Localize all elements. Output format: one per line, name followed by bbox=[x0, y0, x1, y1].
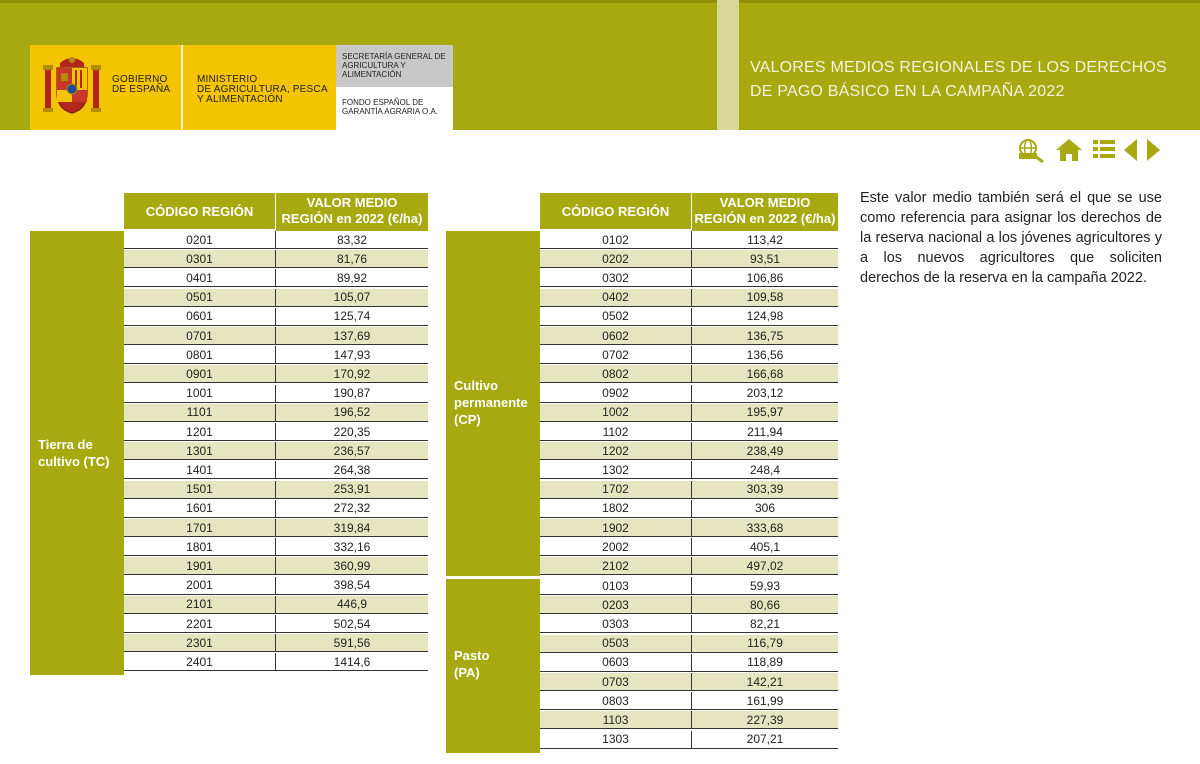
region-value-cell: 195,97 bbox=[692, 404, 838, 422]
region-code-cell: 0302 bbox=[540, 269, 692, 287]
region-code-cell: 1902 bbox=[540, 519, 692, 537]
table-row bbox=[124, 634, 428, 652]
region-code-cell: 1801 bbox=[124, 538, 276, 556]
table-row bbox=[540, 461, 838, 479]
region-code-cell: 0503 bbox=[540, 635, 692, 653]
coat-of-arms-icon bbox=[42, 55, 102, 117]
header-band-divider bbox=[717, 0, 739, 130]
table-row bbox=[124, 231, 428, 249]
table-row bbox=[540, 692, 838, 710]
region-value-cell: 190,87 bbox=[276, 385, 428, 403]
table-row bbox=[124, 385, 428, 403]
region-value-cell: 89,92 bbox=[276, 269, 428, 287]
region-code-cell: 0202 bbox=[540, 250, 692, 268]
table-row bbox=[124, 653, 428, 671]
table-row bbox=[540, 615, 838, 633]
region-value-cell: 136,75 bbox=[692, 327, 838, 345]
ministry-name: MINISTERIO DE AGRICULTURA, PESCA Y ALIMENTACIÓN bbox=[197, 74, 328, 105]
table-row bbox=[124, 346, 428, 364]
region-value-cell: 203,12 bbox=[692, 385, 838, 403]
region-value-cell: 332,16 bbox=[276, 538, 428, 556]
region-value-cell: 196,52 bbox=[276, 404, 428, 422]
region-code-cell: 0801 bbox=[124, 346, 276, 364]
region-code-cell: 0901 bbox=[124, 365, 276, 383]
region-value-cell: 360,99 bbox=[276, 557, 428, 575]
region-code-cell: 1302 bbox=[540, 461, 692, 479]
right-code-header: CÓDIGO REGIÓN bbox=[540, 193, 691, 229]
region-code-cell: 0701 bbox=[124, 327, 276, 345]
region-value-cell: 1414,6 bbox=[276, 653, 428, 671]
region-code-cell: 0102 bbox=[540, 231, 692, 249]
region-code-cell: 1401 bbox=[124, 461, 276, 479]
table-row bbox=[540, 557, 838, 575]
region-value-cell: 93,51 bbox=[692, 250, 838, 268]
region-code-cell: 0603 bbox=[540, 654, 692, 672]
region-code-cell: 0402 bbox=[540, 289, 692, 307]
region-code-cell: 1202 bbox=[540, 442, 692, 460]
region-code-cell: 1201 bbox=[124, 423, 276, 441]
group-cultivo-permanente: Cultivo permanente (CP) bbox=[446, 231, 540, 576]
region-code-cell: 1802 bbox=[540, 500, 692, 518]
table-row bbox=[540, 346, 838, 364]
region-code-cell: 0902 bbox=[540, 385, 692, 403]
nav-toolbar bbox=[1015, 137, 1165, 163]
region-value-cell: 227,39 bbox=[692, 711, 838, 729]
table-row bbox=[540, 673, 838, 691]
table-row bbox=[540, 308, 838, 326]
table-row bbox=[124, 308, 428, 326]
table-row bbox=[540, 269, 838, 287]
region-code-cell: 1301 bbox=[124, 442, 276, 460]
region-value-cell: 211,94 bbox=[692, 423, 838, 441]
region-code-cell: 1103 bbox=[540, 711, 692, 729]
table-row bbox=[124, 404, 428, 422]
region-code-cell: 2002 bbox=[540, 538, 692, 556]
region-code-cell: 0401 bbox=[124, 269, 276, 287]
region-code-cell: 0602 bbox=[540, 327, 692, 345]
logo-divider bbox=[181, 45, 183, 130]
table-row bbox=[540, 481, 838, 499]
left-code-header: CÓDIGO REGIÓN bbox=[124, 193, 275, 229]
region-code-cell: 0502 bbox=[540, 308, 692, 326]
region-value-cell: 502,54 bbox=[276, 615, 428, 633]
page-title: VALORES MEDIOS REGIONALES DE LOS DERECHOS DE PAGO BÁSICO EN LA CAMPAÑA 2022 bbox=[750, 59, 1167, 100]
table-row bbox=[124, 577, 428, 595]
www-icon[interactable] bbox=[1015, 137, 1045, 163]
region-code-cell: 1101 bbox=[124, 404, 276, 422]
region-code-cell: 2001 bbox=[124, 577, 276, 595]
region-value-cell: 124,98 bbox=[692, 308, 838, 326]
region-code-cell: 2102 bbox=[540, 557, 692, 575]
region-code-cell: 2101 bbox=[124, 596, 276, 614]
region-code-cell: 0601 bbox=[124, 308, 276, 326]
government-logo-block bbox=[30, 45, 336, 130]
region-value-cell: 136,56 bbox=[692, 346, 838, 364]
table-row bbox=[124, 500, 428, 518]
right-value-header: VALOR MEDIO REGIÓN en 2022 (€/ha) bbox=[692, 193, 838, 231]
table-row bbox=[540, 538, 838, 556]
region-value-cell: 236,57 bbox=[276, 442, 428, 460]
secretary-fund-block bbox=[336, 45, 453, 130]
table-row bbox=[540, 442, 838, 460]
next-icon[interactable] bbox=[1146, 137, 1162, 163]
region-value-cell: 207,21 bbox=[692, 731, 838, 749]
region-value-cell: 106,86 bbox=[692, 269, 838, 287]
region-value-cell: 113,42 bbox=[692, 231, 838, 249]
region-code-cell: 0201 bbox=[124, 231, 276, 249]
table-row bbox=[540, 289, 838, 307]
region-value-cell: 319,84 bbox=[276, 519, 428, 537]
region-value-cell: 497,02 bbox=[692, 557, 838, 575]
region-code-cell: 1702 bbox=[540, 481, 692, 499]
region-code-cell: 2401 bbox=[124, 653, 276, 671]
table-row bbox=[124, 365, 428, 383]
region-code-cell: 1303 bbox=[540, 731, 692, 749]
region-value-cell: 105,07 bbox=[276, 289, 428, 307]
secretary-panel bbox=[336, 45, 453, 87]
group-tierra-de-cultivo: Tierra de cultivo (TC) bbox=[30, 231, 124, 675]
region-code-cell: 1901 bbox=[124, 557, 276, 575]
table-row bbox=[540, 365, 838, 383]
secretary-name: SECRETARÍA GENERAL DE AGRICULTURA Y ALIMENTACIÓN bbox=[342, 52, 446, 79]
table-row bbox=[540, 577, 838, 595]
region-value-cell: 238,49 bbox=[692, 442, 838, 460]
region-code-cell: 2301 bbox=[124, 634, 276, 652]
region-value-cell: 303,39 bbox=[692, 481, 838, 499]
region-value-cell: 591,56 bbox=[276, 634, 428, 652]
region-value-cell: 83,32 bbox=[276, 231, 428, 249]
region-code-cell: 0802 bbox=[540, 365, 692, 383]
region-value-cell: 446,9 bbox=[276, 596, 428, 614]
region-value-cell: 405,1 bbox=[692, 538, 838, 556]
table-row bbox=[124, 269, 428, 287]
table-row bbox=[124, 327, 428, 345]
region-code-cell: 0301 bbox=[124, 250, 276, 268]
table-row bbox=[540, 635, 838, 653]
region-code-cell: 1002 bbox=[540, 404, 692, 422]
region-value-cell: 82,21 bbox=[692, 615, 838, 633]
region-value-cell: 398,54 bbox=[276, 577, 428, 595]
region-value-cell: 253,91 bbox=[276, 481, 428, 499]
table-row bbox=[124, 461, 428, 479]
index-icon[interactable] bbox=[1092, 137, 1116, 163]
table-row bbox=[124, 615, 428, 633]
table-row bbox=[540, 423, 838, 441]
table-row bbox=[540, 596, 838, 614]
side-note: Este valor medio también será el que se use como referencia para asignar los derechos de la reserva nacional a los jóvenes agricultores y a los nuevos agricultores que soliciten derechos de la reserva en la campaña 2022. bbox=[860, 190, 1162, 286]
table-row bbox=[540, 404, 838, 422]
region-value-cell: 264,38 bbox=[276, 461, 428, 479]
table-row bbox=[124, 538, 428, 556]
region-code-cell: 0703 bbox=[540, 673, 692, 691]
region-value-cell: 109,58 bbox=[692, 289, 838, 307]
table-row bbox=[124, 250, 428, 268]
table-row bbox=[540, 731, 838, 749]
region-code-cell: 1501 bbox=[124, 481, 276, 499]
region-value-cell: 166,68 bbox=[692, 365, 838, 383]
fund-name: FONDO ESPAÑOL DE GARANTÍA AGRARIA O.A. bbox=[342, 98, 439, 116]
table-row bbox=[540, 327, 838, 345]
region-value-cell: 81,76 bbox=[276, 250, 428, 268]
region-value-cell: 125,74 bbox=[276, 308, 428, 326]
region-value-cell: 220,35 bbox=[276, 423, 428, 441]
left-value-header: VALOR MEDIO REGIÓN en 2022 (€/ha) bbox=[276, 193, 428, 231]
region-value-cell: 333,68 bbox=[692, 519, 838, 537]
region-value-cell: 137,69 bbox=[276, 327, 428, 345]
region-value-cell: 80,66 bbox=[692, 596, 838, 614]
table-row bbox=[124, 289, 428, 307]
region-value-cell: 272,32 bbox=[276, 500, 428, 518]
region-value-cell: 118,89 bbox=[692, 654, 838, 672]
region-value-cell: 170,92 bbox=[276, 365, 428, 383]
group-pasto: Pasto (PA) bbox=[446, 579, 540, 753]
region-code-cell: 0303 bbox=[540, 615, 692, 633]
region-code-cell: 0803 bbox=[540, 692, 692, 710]
region-value-cell: 116,79 bbox=[692, 635, 838, 653]
region-code-cell: 1701 bbox=[124, 519, 276, 537]
region-code-cell: 0103 bbox=[540, 577, 692, 595]
government-name: GOBIERNO DE ESPAÑA bbox=[112, 74, 171, 95]
table-row bbox=[124, 519, 428, 537]
region-value-cell: 147,93 bbox=[276, 346, 428, 364]
region-code-cell: 1102 bbox=[540, 423, 692, 441]
region-code-cell: 0203 bbox=[540, 596, 692, 614]
table-row bbox=[540, 231, 838, 249]
region-code-cell: 1601 bbox=[124, 500, 276, 518]
home-icon[interactable] bbox=[1055, 137, 1083, 163]
table-row bbox=[540, 711, 838, 729]
region-code-cell: 0501 bbox=[124, 289, 276, 307]
region-value-cell: 142,21 bbox=[692, 673, 838, 691]
table-row bbox=[540, 500, 838, 518]
region-value-cell: 248,4 bbox=[692, 461, 838, 479]
region-value-cell: 59,93 bbox=[692, 577, 838, 595]
table-row bbox=[124, 596, 428, 614]
table-row bbox=[124, 481, 428, 499]
region-code-cell: 2201 bbox=[124, 615, 276, 633]
region-code-cell: 1001 bbox=[124, 385, 276, 403]
table-row bbox=[124, 423, 428, 441]
prev-icon[interactable] bbox=[1122, 137, 1138, 163]
region-code-cell: 0702 bbox=[540, 346, 692, 364]
table-row bbox=[124, 442, 428, 460]
table-row bbox=[540, 654, 838, 672]
table-row bbox=[124, 557, 428, 575]
region-value-cell: 306 bbox=[692, 500, 838, 518]
table-row bbox=[540, 519, 838, 537]
region-value-cell: 161,99 bbox=[692, 692, 838, 710]
table-row bbox=[540, 385, 838, 403]
table-row bbox=[540, 250, 838, 268]
